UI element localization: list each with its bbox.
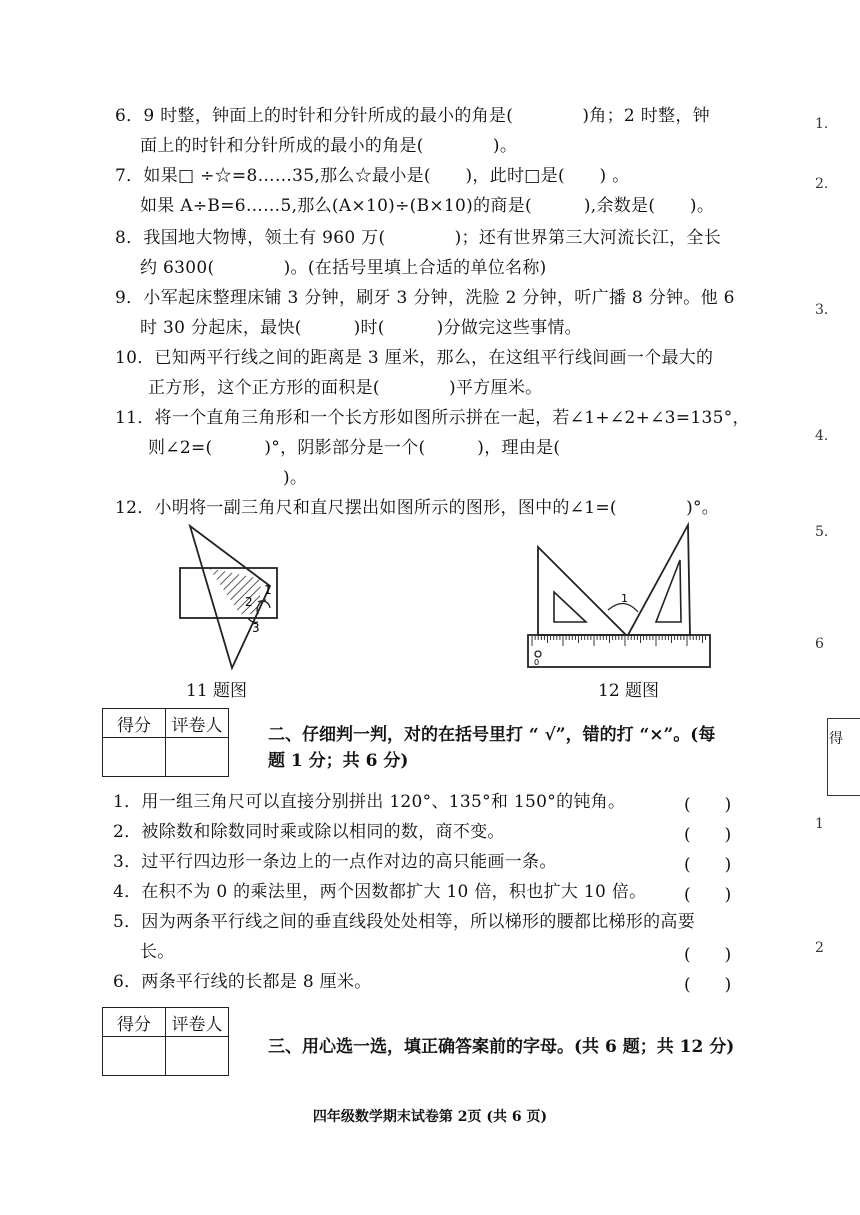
question-9-line2: 时 30 分起床，最快( )时( )分做完这些事情。 — [140, 318, 582, 338]
question-11-line2: 则∠2=( )°，阴影部分是一个( )，理由是( — [148, 438, 561, 458]
section2-title-line2: 题 1 分；共 6 分) — [268, 751, 409, 771]
figure-11-caption: 11 题图 — [186, 681, 248, 701]
question-7-line2: 如果 A÷B=6……5,那么(A×10)÷(B×10)的商是( ),余数是( )。 — [140, 196, 715, 216]
score-cell[interactable] — [103, 1037, 166, 1076]
margin-number: 2. — [815, 176, 829, 192]
judge-answer-6[interactable]: ( ) — [684, 975, 732, 995]
score-label: 得分 — [103, 1008, 166, 1037]
judge-item-1: 1．用一组三角尺可以直接分别拼出 120°、135°和 150°的钝角。 — [113, 792, 626, 812]
judge-answer-5[interactable]: ( ) — [684, 945, 732, 965]
question-8-line2: 约 6300( )。(在括号里填上合适的单位名称) — [140, 258, 547, 278]
score-table-section3 — [102, 1007, 229, 1076]
grader-cell[interactable] — [166, 1037, 229, 1076]
margin-number: 1 — [815, 816, 824, 832]
margin-number: 1. — [815, 116, 829, 132]
grader-cell[interactable] — [166, 738, 229, 777]
fig11-label-3: 3 — [252, 621, 260, 635]
score-label: 得分 — [103, 709, 166, 738]
question-11-line1: 11．将一个直角三角形和一个长方形如图所示拼在一起，若∠1+∠2+∠3=135°， — [115, 408, 750, 428]
judge-answer-4[interactable]: ( ) — [684, 885, 732, 905]
fig11-label-2: 2 — [245, 595, 253, 609]
question-6-line1: 6．9 时整，钟面上的时针和分针所成的最小的角是( )角；2 时整，钟 — [115, 106, 710, 126]
fig12-label-1: 1 — [621, 592, 628, 605]
judge-answer-3[interactable]: ( ) — [684, 855, 732, 875]
judge-answer-1[interactable]: ( ) — [684, 795, 732, 815]
judge-item-3: 3．过平行四边形一条边上的一点作对边的高只能画一条。 — [113, 852, 557, 872]
grader-label: 评卷人 — [166, 709, 229, 738]
margin-number: 3. — [815, 302, 829, 318]
judge-answer-2[interactable]: ( ) — [684, 825, 732, 845]
section3-title: 三、用心选一选，填正确答案前的字母。(共 6 题；共 12 分) — [268, 1037, 735, 1057]
question-12-line1: 12．小明将一副三角尺和直尺摆出如图所示的图形，图中的∠1=( )°。 — [115, 498, 720, 518]
margin-number: 5. — [815, 524, 829, 540]
question-11-line3: )。 — [283, 468, 308, 488]
judge-item-5-cont: 长。 — [140, 942, 175, 962]
question-7-line1: 7．如果□ ÷☆=8……35,那么☆最小是( )，此时□是( ) 。 — [115, 166, 630, 186]
question-10-line2: 正方形，这个正方形的面积是( )平方厘米。 — [148, 378, 543, 398]
margin-number: 2 — [815, 940, 824, 956]
question-8-line1: 8．我国地大物博，领土有 960 万( )；还有世界第三大河流长江，全长 — [115, 228, 722, 248]
judge-item-6: 6．两条平行线的长都是 8 厘米。 — [113, 972, 372, 992]
section2-title-line1: 二、仔细判一判，对的在括号里打 “ √”，错的打 “×”。(每 — [268, 725, 716, 745]
ruler-ticks — [532, 636, 706, 646]
question-6-line2: 面上的时针和分针所成的最小的角是( )。 — [140, 136, 518, 156]
grader-label: 评卷人 — [166, 1008, 229, 1037]
figure-12 — [520, 520, 716, 670]
margin-number: 6 — [815, 636, 824, 652]
score-cell[interactable] — [103, 738, 166, 777]
margin-number: 4. — [815, 428, 829, 444]
judge-item-5: 5．因为两条平行线之间的垂直线段处处相等，所以梯形的腰都比梯形的高要 — [113, 912, 696, 932]
score-table-section2 — [102, 708, 229, 777]
question-10-line1: 10．已知两平行线之间的距离是 3 厘米，那么，在这组平行线间画一个最大的 — [115, 348, 714, 368]
page-footer: 四年级数学期末试卷第 2页 (共 6 页) — [312, 1109, 548, 1125]
figure-11 — [172, 522, 292, 670]
question-9-line1: 9．小军起床整理床铺 3 分钟，刷牙 3 分钟，洗脸 2 分钟，听广播 8 分钟。他 6 — [115, 288, 735, 308]
edge-char: 得 — [829, 731, 843, 747]
fig11-label-1: 1 — [264, 583, 272, 597]
ruler-zero: 0 — [534, 658, 540, 667]
figure-12-caption: 12 题图 — [598, 681, 660, 701]
judge-item-2: 2．被除数和除数同时乘或除以相同的数，商不变。 — [113, 822, 505, 842]
judge-item-4: 4．在积不为 0 的乘法里，两个因数都扩大 10 倍，积也扩大 10 倍。 — [113, 882, 647, 902]
